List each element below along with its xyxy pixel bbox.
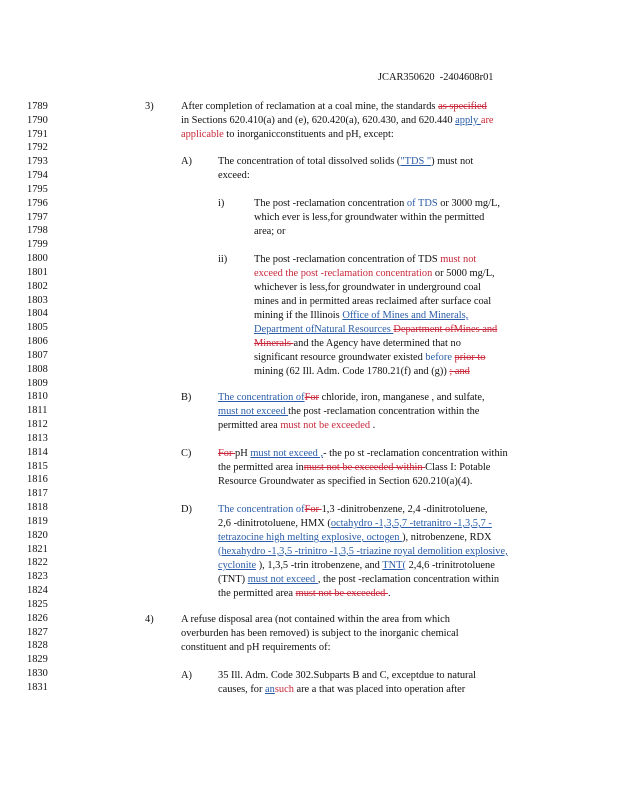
para-B-line-3: permitted area must not be exceeded . bbox=[218, 420, 376, 431]
line-number: 1813 bbox=[27, 432, 48, 444]
item-marker-C: C) bbox=[181, 448, 192, 459]
line-number: 1821 bbox=[27, 543, 48, 555]
line-number: 1790 bbox=[27, 114, 48, 126]
line-number: 1823 bbox=[27, 571, 48, 583]
line-number: 1812 bbox=[27, 419, 48, 431]
line-number: 1803 bbox=[27, 294, 48, 306]
para-4A-line-2: causes, for ansuch are a that was placed into operation after bbox=[218, 684, 466, 695]
line-number: 1826 bbox=[27, 612, 48, 624]
item-marker-ii: ii) bbox=[218, 254, 228, 265]
line-number: 1791 bbox=[27, 128, 48, 140]
line-number: 1806 bbox=[27, 336, 48, 348]
line-number: 1810 bbox=[27, 391, 48, 403]
line-number: 1796 bbox=[27, 197, 48, 209]
para-A-line-1: The concentration of total dissolved solids ("TDS ") must not bbox=[218, 156, 474, 167]
para-C-line-1: For pH must not exceed ,- the po st -reclamation concentration within bbox=[218, 448, 508, 459]
para-4A-line-1: 35 Ill. Adm. Code 302.Subparts B and C, exceptdue to natural bbox=[218, 670, 476, 681]
para-ii-line-9: mining (62 Ill. Adm. Code 1780.21(f) and (g)) ; and bbox=[254, 366, 470, 377]
para-C-line-3: Resource Groundwater as specified in Section 620.210(a)(4). bbox=[218, 476, 473, 487]
line-number: 1793 bbox=[27, 156, 48, 168]
para-4-line-3: constituent and pH requirements of: bbox=[181, 642, 331, 653]
item-marker-4A: A) bbox=[181, 670, 192, 681]
line-number: 1798 bbox=[27, 225, 48, 237]
para-ii-line-7: Minerals and the Agency have determined that no bbox=[254, 338, 461, 349]
para-i-line-2: which ever is less,for groundwater within the permitted bbox=[254, 212, 485, 223]
line-number: 1831 bbox=[27, 681, 48, 693]
para-ii-line-5: mining if the Illinois Office of Mines and Minerals, bbox=[254, 310, 469, 321]
para-3-line-3: applicable to inorganicconstituents and pH, except: bbox=[181, 129, 394, 140]
line-number: 1828 bbox=[27, 640, 48, 652]
line-number: 1808 bbox=[27, 363, 48, 375]
line-number: 1800 bbox=[27, 253, 48, 265]
para-D-line-1: The concentration ofFor 1,3 -dinitrobenzene, 2,4 -dinitrotoluene, bbox=[218, 504, 488, 515]
para-D-line-7: the permitted area must not be exceeded . bbox=[218, 588, 391, 599]
para-D-line-2: 2,6 -dinitrotoluene, HMX (octahydro -1,3,5,7 -tetranitro -1,3,5,7 - bbox=[218, 518, 492, 529]
para-D-line-6: (TNT) must not exceed , the post -reclamation concentration within bbox=[218, 574, 500, 585]
line-number: 1795 bbox=[27, 183, 48, 195]
line-number: 1816 bbox=[27, 474, 48, 486]
line-number: 1817 bbox=[27, 488, 48, 500]
line-number: 1830 bbox=[27, 668, 48, 680]
para-3-line-2: in Sections 620.410(a) and (e), 620.420(a), 620.430, and 620.440 apply are bbox=[181, 115, 494, 126]
inserted-text: apply bbox=[455, 115, 481, 126]
para-C-line-2: the permitted area inmust not be exceeded within Class I: Potable bbox=[218, 462, 491, 473]
line-number: 1822 bbox=[27, 557, 48, 569]
item-marker-i: i) bbox=[218, 198, 225, 209]
line-number: 1811 bbox=[27, 405, 48, 417]
item-marker-A: A) bbox=[181, 156, 192, 167]
para-B-line-2: must not exceed the post -reclamation concentration within the bbox=[218, 406, 480, 417]
para-i-line-3: area; or bbox=[254, 226, 286, 237]
line-number: 1819 bbox=[27, 515, 48, 527]
para-ii-line-1: The post -reclamation concentration of TDS must not bbox=[254, 254, 477, 265]
line-number: 1818 bbox=[27, 502, 48, 514]
line-number: 1825 bbox=[27, 598, 48, 610]
para-i-line-1: The post -reclamation concentration of TDS or 3000 mg/L, bbox=[254, 198, 500, 209]
deleted-text: as specified bbox=[438, 101, 487, 112]
document-id-header: JCAR350620 -2404608r01 bbox=[378, 72, 494, 83]
para-4-line-2: overburden has been removed) is subject to the inorganic chemical bbox=[181, 628, 459, 639]
line-number: 1815 bbox=[27, 460, 48, 472]
line-number: 1824 bbox=[27, 585, 48, 597]
para-ii-line-6: Department ofNatural Resources Department ofMines and bbox=[254, 324, 498, 335]
para-ii-line-2: exceed the post -reclamation concentration or 5000 mg/L, bbox=[254, 268, 495, 279]
line-number: 1805 bbox=[27, 322, 48, 334]
para-ii-line-3: whichever is less,for groundwater in underground coal bbox=[254, 282, 481, 293]
line-number: 1807 bbox=[27, 349, 48, 361]
item-marker-D: D) bbox=[181, 504, 192, 515]
line-number: 1809 bbox=[27, 377, 48, 389]
line-number: 1829 bbox=[27, 654, 48, 666]
para-3-line-1: After completion of reclamation at a coal mine, the standards as specified bbox=[181, 101, 487, 112]
para-4-line-1: A refuse disposal area (not contained within the area from which bbox=[181, 614, 450, 625]
para-ii-line-4: mines and in permitted areas reclaimed after surface coal bbox=[254, 296, 492, 307]
line-number: 1792 bbox=[27, 142, 48, 154]
line-number: 1794 bbox=[27, 170, 48, 182]
line-number: 1797 bbox=[27, 211, 48, 223]
line-number: 1820 bbox=[27, 529, 48, 541]
para-D-line-4: (hexahydro -1,3,5 -trinitro -1,3,5 -triazine royal demolition explosive, bbox=[218, 546, 508, 557]
item-marker-4: 4) bbox=[145, 614, 154, 625]
line-number: 1802 bbox=[27, 280, 48, 292]
para-ii-line-8: significant resource groundwater existed before prior to bbox=[254, 352, 486, 363]
para-B-line-1: The concentration ofFor chloride, iron, manganese , and sulfate, bbox=[218, 392, 485, 403]
line-number: 1804 bbox=[27, 308, 48, 320]
item-marker-B: B) bbox=[181, 392, 192, 403]
line-number: 1827 bbox=[27, 626, 48, 638]
para-A-line-2: exceed: bbox=[218, 170, 250, 181]
line-number: 1799 bbox=[27, 239, 48, 251]
para-D-line-3: tetrazocine high melting explosive, octogen ), nitrobenzene, RDX bbox=[218, 532, 492, 543]
line-number: 1814 bbox=[27, 446, 48, 458]
para-D-line-5: cyclonite ), 1,3,5 -trin itrobenzene, and TNT( 2,4,6 -trinitrotoluene bbox=[218, 560, 495, 571]
line-number: 1789 bbox=[27, 101, 48, 112]
line-number: 1801 bbox=[27, 266, 48, 278]
item-marker-3: 3) bbox=[145, 101, 154, 112]
